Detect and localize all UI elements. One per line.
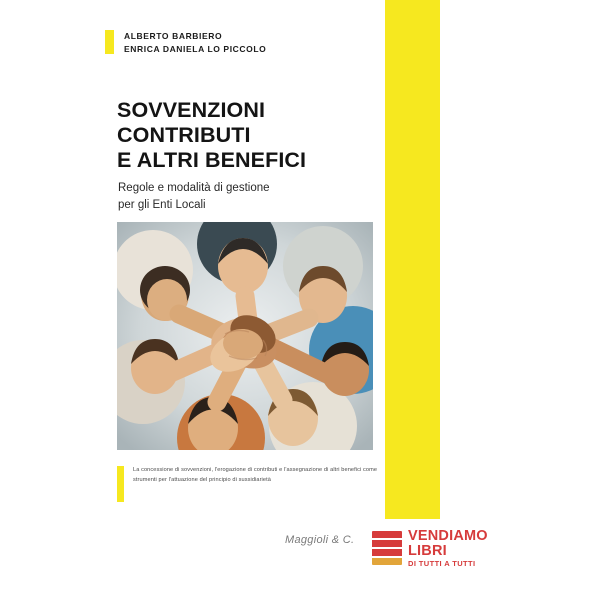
author-block [105, 30, 385, 56]
watermark-text [408, 529, 488, 568]
title-line-1: SOVVENZIONI [117, 98, 266, 122]
author-names [124, 30, 266, 56]
blurb-text: La concessione di sovvenzioni, l'erogazione di contributi e l'assegnazione di altri benefici come strumenti per l'attuazione del principio di sussidiarietà [133, 467, 378, 483]
blurb-accent-bar [117, 466, 124, 502]
subtitle-line-1: Regole e modalità di gestione [118, 182, 270, 194]
book-subtitle [118, 180, 380, 214]
title-line-3: E ALTRI BENEFICI [117, 148, 307, 172]
watermark-line-1: VENDIAMO [408, 528, 488, 544]
cover-blurb [117, 466, 379, 502]
subtitle-line-2: per gli Enti Locali [118, 199, 206, 211]
author-name-2: ENRICA DANIELA LO PICCOLO [124, 44, 267, 54]
watermark [372, 529, 488, 568]
author-accent-bar [105, 30, 114, 54]
publisher-name: Maggioli & C. [285, 534, 355, 546]
flag-icon [372, 531, 402, 565]
watermark-line-2: LIBRI [408, 542, 447, 559]
title-line-2: CONTRIBUTI [117, 123, 251, 147]
cover-photo [117, 222, 373, 450]
watermark-line-3: DI TUTTI A TUTTI [408, 559, 476, 568]
cover-artwork [105, 0, 385, 519]
book-title [117, 98, 379, 173]
author-name-1: ALBERTO BARBIERO [124, 31, 223, 41]
